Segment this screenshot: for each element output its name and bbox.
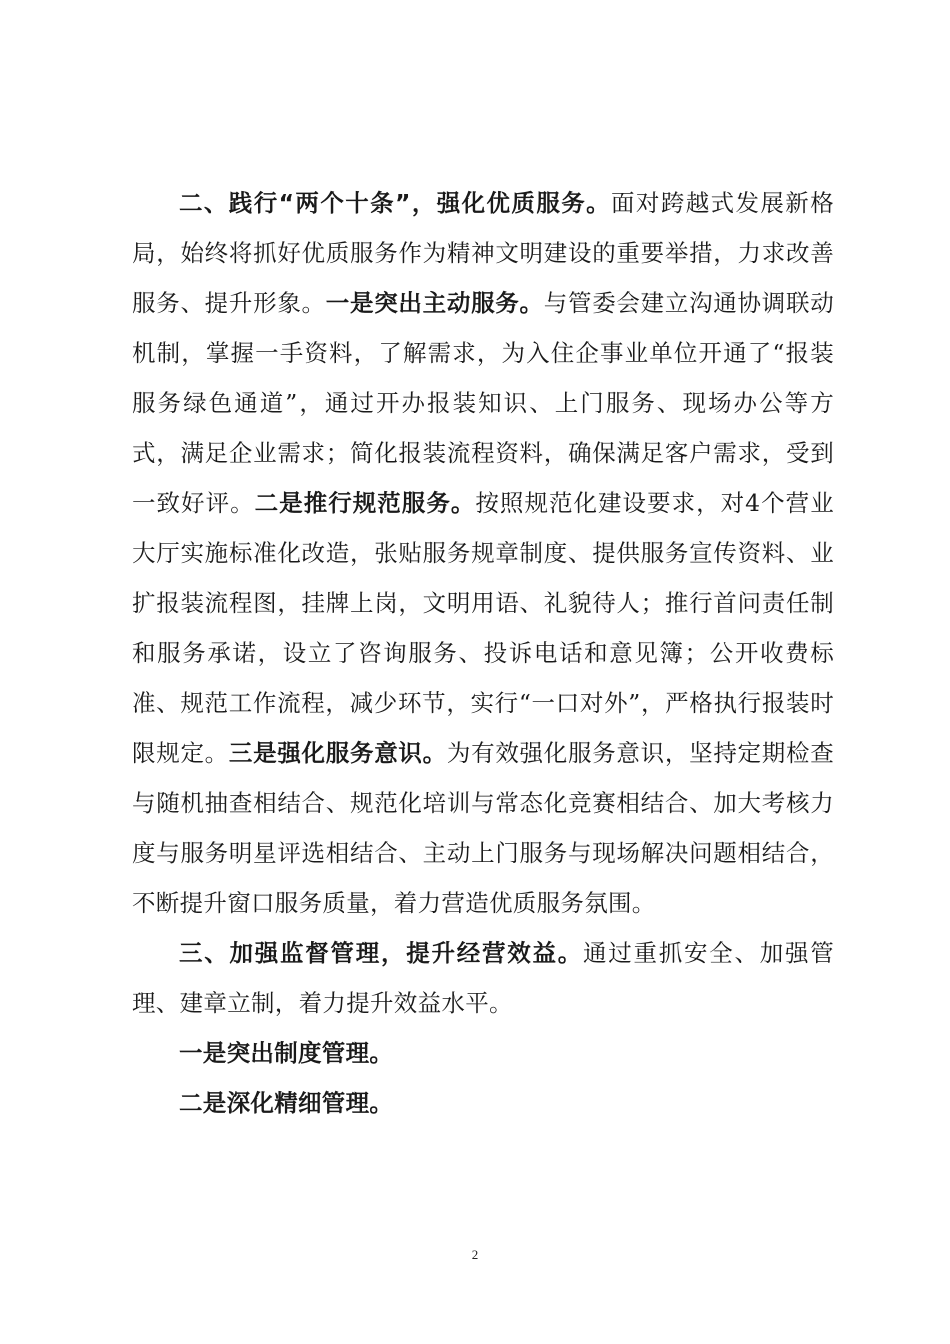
point-1-heading: 一是突出主动服务。: [325, 289, 544, 317]
paragraph-section-3: [132, 928, 834, 1028]
point-3-text: 为有效强化服务意识，坚持定期检查与随机抽查相结合、规范化培训与常态化竞赛相结合、加大考核力度与服务明星评选相结合、主动上门服务与现场解决问题相结合，不断提升窗口服务质量，着力营造优质服务氛围。: [132, 739, 835, 917]
point-2-heading: 二是推行规范服务。: [254, 489, 476, 517]
page-number: 2: [471, 1247, 479, 1262]
sub-2-heading: 二是深化精细管理。: [179, 1089, 394, 1117]
section-3-intro: 通过重抓安全、加强管理、建章立制，着力提升效益水平。: [132, 939, 834, 1017]
section-3-heading: 三、加强监督管理，提升经营效益。: [179, 939, 583, 967]
paragraph-section-2: [132, 178, 834, 928]
paragraph-sub-2: [132, 1078, 834, 1128]
sub-1-heading: 一是突出制度管理。: [179, 1039, 394, 1067]
section-2-intro: 面对跨越式发展新格局，始终将抓好优质服务作为精神文明建设的重要举措，力求改善服务、提升形象。: [132, 189, 835, 317]
point-2-text: 按照规范化建设要求，对4个营业大厅实施标准化改造，张贴服务规章制度、提供服务宣传资料、业扩报装流程图，挂牌上岗，文明用语、礼貌待人；推行首问责任制和服务承诺，设立了咨询服务、投诉电话和意见簿；公开收费标准、规范工作流程，减少环节，实行“一口对外”，严格执行报装时限规定。: [132, 489, 835, 767]
point-1-text: 与管委会建立沟通协调联动机制，掌握一手资料，了解需求，为入住企事业单位开通了“报装服务绿色通道”，通过开办报装知识、上门服务、现场办公等方式，满足企业需求；简化报装流程资料，确保满足客户需求，受到一致好评。: [132, 289, 834, 517]
document-body: [132, 178, 834, 1128]
point-3-heading: 三是强化服务意识。: [228, 739, 447, 767]
section-2-heading: 二、践行“两个十条”，强化优质服务。: [179, 189, 612, 217]
paragraph-sub-1: [132, 1028, 834, 1078]
